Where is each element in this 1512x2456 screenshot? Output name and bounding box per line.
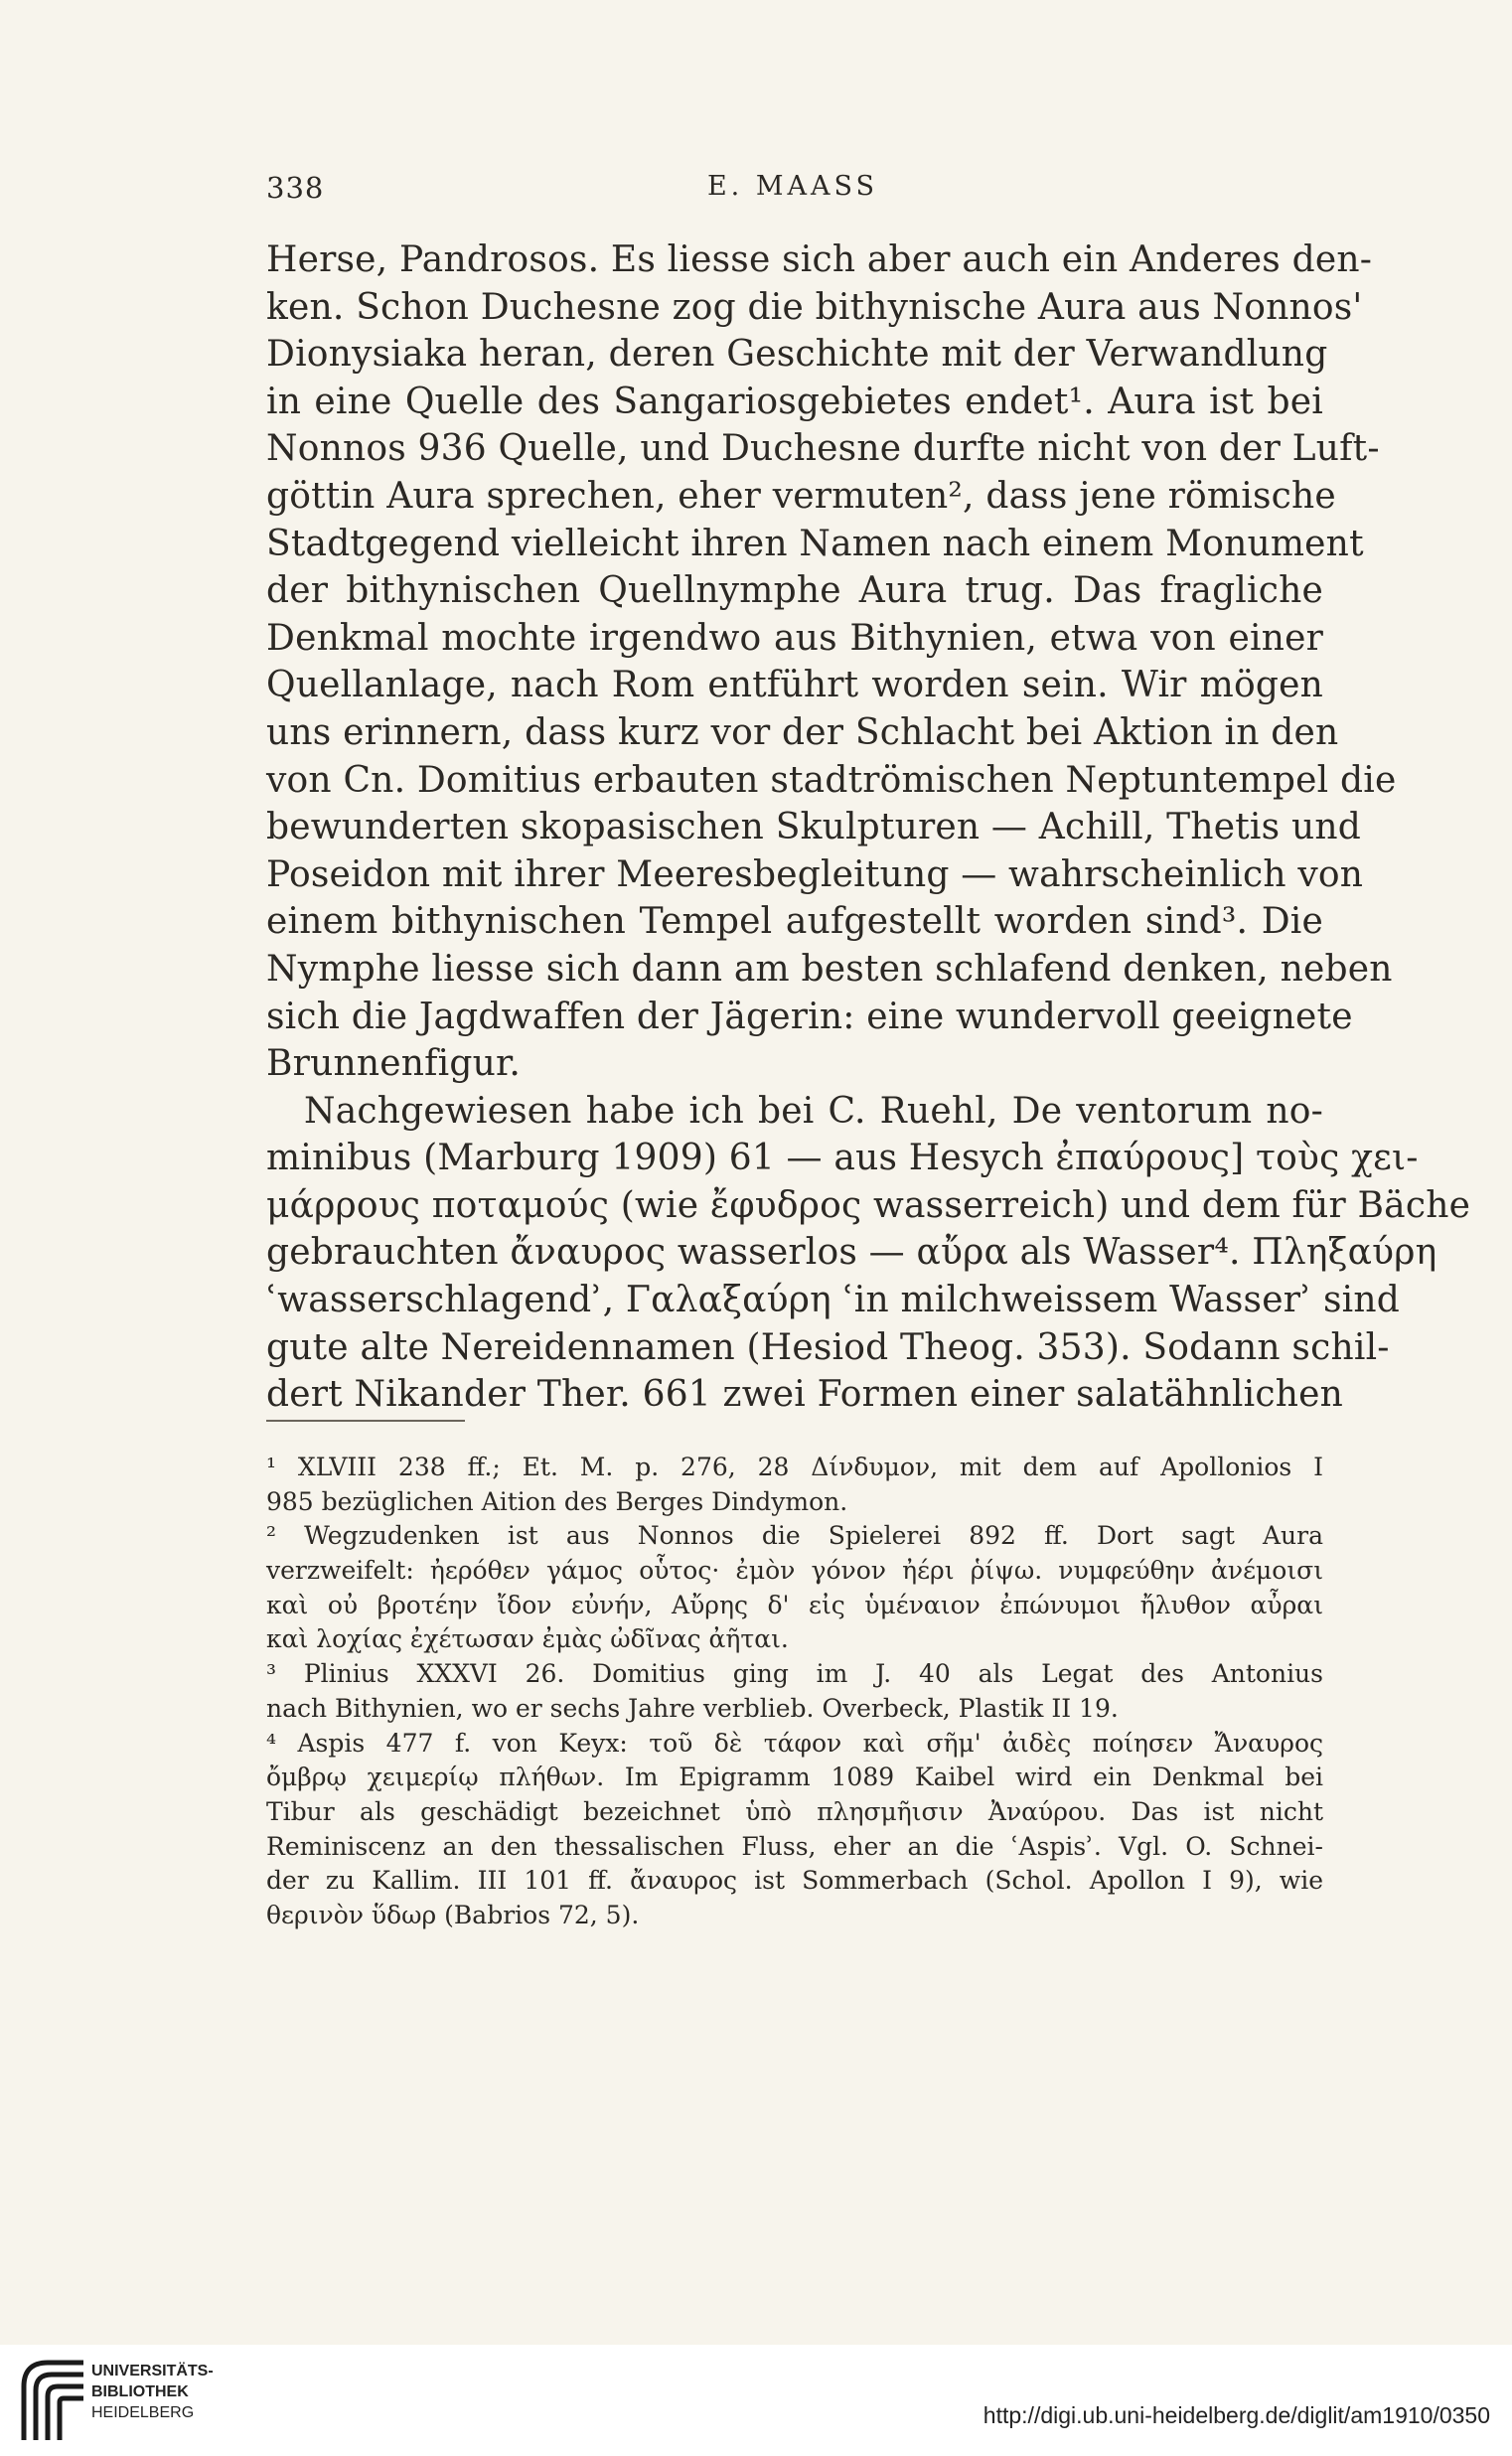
text-line: göttin Aura sprechen, eher vermuten², dass jene römische (266, 475, 1336, 517)
text-line: bewunderten skopasischen Skulpturen — Achill, Thetis und (266, 807, 1361, 848)
footnote-line: θερινὸν ὕδωρ (Babrios 72, 5). (266, 1900, 640, 1929)
page-number: 338 (266, 171, 325, 205)
digitization-footer (0, 2345, 1512, 2456)
text-line: Brunnenfigur. (266, 1043, 522, 1085)
source-url[interactable]: http://digi.ub.uni-heidelberg.de/diglit/am1910/0350 (983, 2402, 1490, 2428)
text-line: in eine Quelle des Sangariosgebietes endet¹. Aura ist bei (266, 381, 1323, 422)
footnote-line: 985 bezüglichen Aition des Berges Dindymon. (266, 1486, 848, 1516)
text-line: uns erinnern, dass kurz vor der Schlacht bei Aktion in den (266, 711, 1339, 753)
page-header (266, 171, 1319, 221)
footnote-line: Tibur als geschädigt bezeichnet ὑπὸ πλησμῆισιν Ἀναύρου. Das ist nicht (266, 1796, 1323, 1826)
footnote-line: καὶ οὐ βροτέην ἴδον εὐνήν, Αὔρης δ' εἰς ὑμέναιον ἐπώνυμοι ἤλυθον αὖραι (266, 1590, 1323, 1619)
text-line: sich die Jagdwaffen der Jägerin: eine wundervoll geeignete (266, 996, 1353, 1037)
footnote-line: ὄμβρῳ χειμερίῳ πλήθων. Im Epigramm 1089 Kaibel wird ein Denkmal bei (266, 1763, 1323, 1792)
footnote-line: ⁴ Aspis 477 f. von Keyx: τοῦ δὲ τάφον καὶ σῆμ' ἀιδὲς ποίησεν Ἄναυρος (266, 1728, 1323, 1758)
text-line: der bithynischen Quellnymphe Aura trug. Das fragliche (266, 570, 1323, 612)
text-line: Nymphe liesse sich dann am besten schlafend denken, neben (266, 948, 1393, 990)
text-line: Poseidon mit ihrer Meeresbegleitung — wahrscheinlich von (266, 853, 1364, 895)
text-line: Denkmal mochte irgendwo aus Bithynien, etwa von einer (266, 617, 1323, 659)
footnote-line: verzweifelt: ἠερόθεν γάμος οὗτος· ἐμὸν γόνον ἠέρι ῥίψω. νυμφεύθην ἀνέμοισι (266, 1556, 1323, 1586)
body-text (266, 236, 1471, 1419)
library-name-line2: BIBLIOTHEK (91, 2383, 189, 2400)
library-name-line1: UNIVERSITÄTS- (91, 2363, 214, 2379)
footnotes (266, 1451, 1323, 1933)
text-line: Dionysiaka heran, deren Geschichte mit der Verwandlung (266, 334, 1328, 376)
library-name-line3: HEIDELBERG (91, 2404, 195, 2421)
text-line: gute alte Nereidennamen (Hesiod Theog. 353). Sodann schil- (266, 1326, 1390, 1368)
text-line: Nonnos 936 Quelle, und Duchesne durfte nicht von der Luft- (266, 428, 1380, 470)
footnote-line: καὶ λοχίας ἐχέτωσαν ἐμὰς ὠδῖνας ἀῆται. (266, 1624, 789, 1654)
text-line: μάρρους ποταμούς (wie ἔφυδρος wasserreich) und dem für Bäche (266, 1184, 1471, 1226)
text-line: Stadtgegend vielleicht ihren Namen nach einem Monument (266, 523, 1364, 564)
text-line: gebrauchten ἄναυρος wasserlos — αὔρα als Wasser⁴. Πληξαύρη (266, 1232, 1437, 1274)
running-head: E. MAASS (706, 171, 879, 202)
library-name (91, 2361, 214, 2423)
text-line: Herse, Pandrosos. Es liesse sich aber auch ein Anderes den- (266, 239, 1373, 280)
footnote-line: der zu Kallim. III 101 ff. ἄναυρος ist Sommerbach (Schol. Apollon I 9), wie (266, 1866, 1323, 1896)
text-line: ken. Schon Duchesne zog die bithynische Aura aus Nonnos' (266, 286, 1363, 328)
text-line: minibus (Marburg 1909) 61 — aus Hesych ἐπαύρους] τοὺς χει- (266, 1138, 1419, 1179)
text-line: dert Nikander Ther. 661 zwei Formen einer salatähnlichen (266, 1374, 1343, 1416)
footnote-line: nach Bithynien, wo er sechs Jahre verblieb. Overbeck, Plastik II 19. (266, 1693, 1119, 1723)
footnote-line: Reminiscenz an den thessalischen Fluss, eher an die ʿAspisʾ. Vgl. O. Schnei- (266, 1831, 1323, 1861)
library-logo-icon (18, 2357, 89, 2442)
text-line: Nachgewiesen habe ich bei C. Ruehl, De ventorum no- (304, 1090, 1323, 1132)
text-line: von Cn. Domitius erbauten stadtrömischen Neptuntempel die (266, 759, 1397, 801)
text-line: einem bithynischen Tempel aufgestellt worden sind³. Die (266, 901, 1323, 943)
text-line: Quellanlage, nach Rom entführt worden sein. Wir mögen (266, 665, 1323, 706)
footnote-line: ¹ XLVIII 238 ff.; Et. M. p. 276, 28 Δίνδυμον, mit dem auf Apollonios I (266, 1453, 1323, 1481)
footnote-line: ² Wegzudenken ist aus Nonnos die Spielerei 892 ff. Dort sagt Aura (266, 1521, 1323, 1551)
footnote-divider (266, 1420, 465, 1422)
text-line: ʿwasserschlagendʾ, Γαλαξαύρη ʿin milchweissem Wasserʾ sind (266, 1280, 1401, 1321)
footnote-line: ³ Plinius XXXVI 26. Domitius ging im J. 40 als Legat des Antonius (266, 1659, 1323, 1689)
